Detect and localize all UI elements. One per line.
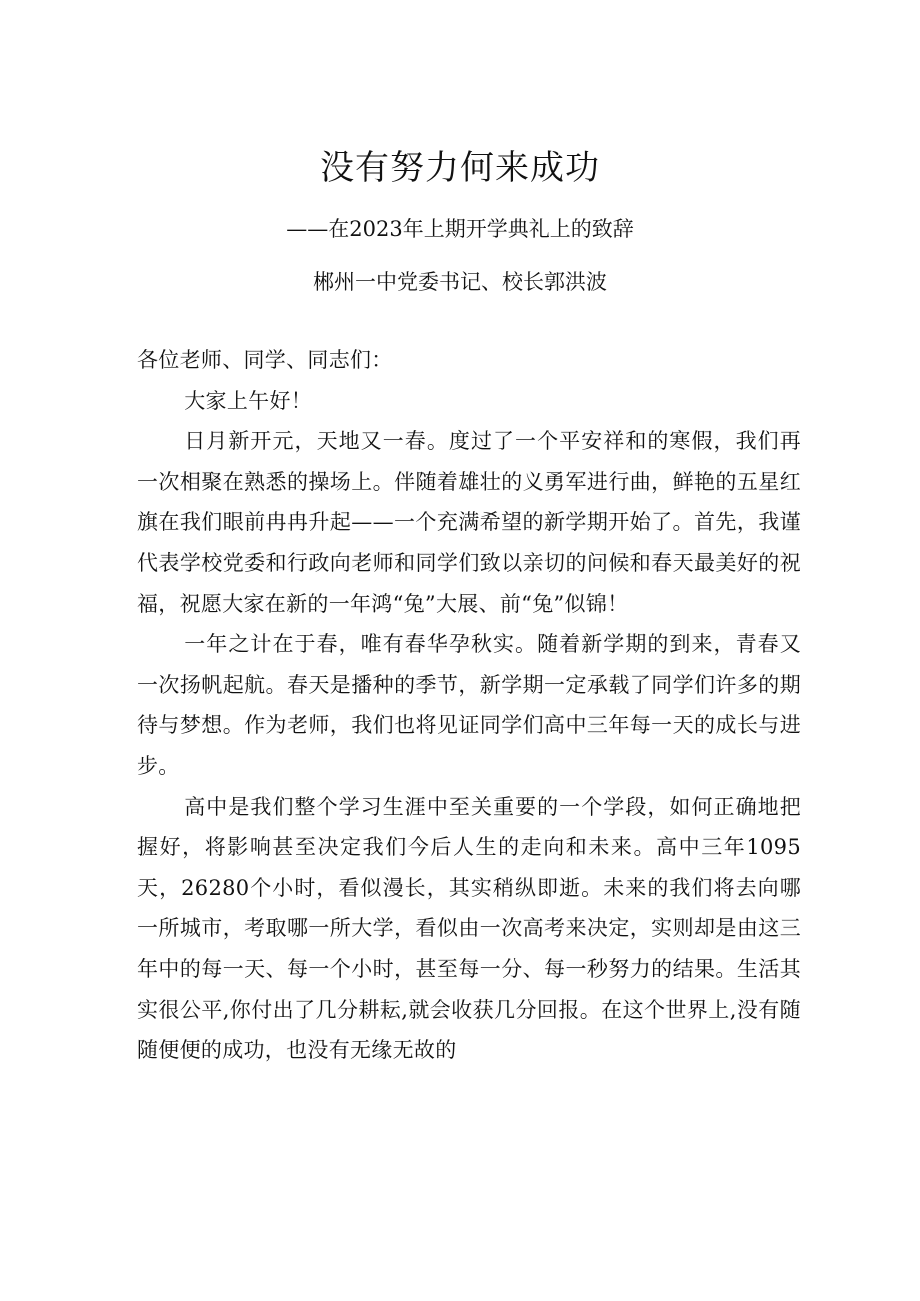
paragraph-greeting: 大家上午好！ (184, 388, 313, 413)
paragraph-2: 一年之计在于春，唯有春华孕秋实。随着新学期的到来，青春又一次扬帆起航。春天是播种的季节，新学期一定承载了同学们许多的期待与梦想。作为老师，我们也将见证同学们高中三年每一天的成长与进步。 (137, 632, 801, 778)
document-author: 郴州一中党委书记、校长郭洪波 (313, 270, 607, 294)
salutation: 各位老师、同学、同志们： (137, 348, 393, 372)
document-subtitle: ——在2023年上期开学典礼上的致辞 (286, 217, 634, 241)
paragraph-1: 日月新开元，天地又一春。度过了一个平安祥和的寒假，我们再一次相聚在熟悉的操场上。伴随着雄壮的义勇军进行曲，鲜艳的五星红旗在我们眼前冉冉升起——一个充满希望的新学期开始了。首先，我谨代表学校党委和行政向老师和同学们致以亲切的问候和春天最美好的祝福，祝愿大家在新的一年鸿“兔”大展、前“兔”似锦！ (137, 429, 801, 616)
document-body (137, 340, 801, 1071)
document-title: 没有努力何来成功 (320, 148, 600, 188)
paragraph-3: 高中是我们整个学习生涯中至关重要的一个学段，如何正确地把握好，将影响甚至决定我们今后人生的走向和未来。高中三年1095天，26280个小时，看似漫长，其实稍纵即逝。未来的我们将去向哪一所城市，考取哪一所大学，看似由一次高考来决定，实则却是由这三年中的每一天、每一个小时，甚至每一分、每一秒努力的结果。生活其实很公平,你付出了几分耕耘,就会收获几分回报。在这个世界上,没有随随便便的成功，也没有无缘无故的 (137, 794, 801, 1063)
